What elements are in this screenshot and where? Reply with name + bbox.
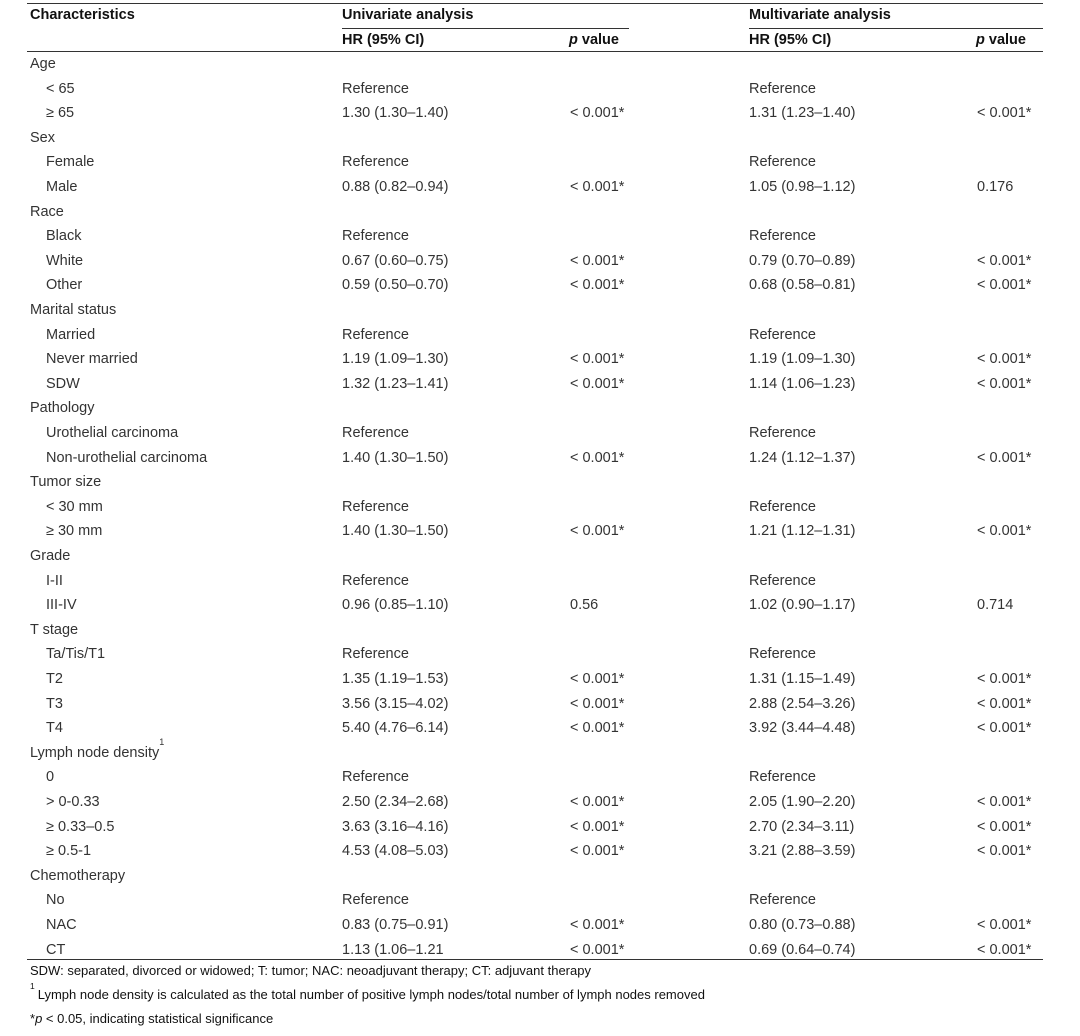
cell-characteristic: < 65 [46,80,75,97]
cell-characteristic: T3 [46,695,63,712]
cell-characteristic: ≥ 0.33–0.5 [46,818,115,835]
cell-characteristic: Urothelial carcinoma [46,425,179,441]
cell-univariate-hr: Reference [342,326,409,343]
cell-multivariate-p: < 0.001* [977,105,1032,122]
table-row [0,667,1080,692]
cell-characteristic: T2 [46,671,63,687]
header-multi-pvalue: p value [976,32,1026,48]
table-group-row [0,864,1080,889]
table-group-row [0,470,1080,495]
cell-multivariate-p: < 0.001* [977,818,1032,835]
table-group-row [0,618,1080,643]
cell-multivariate-p: < 0.001* [977,351,1032,368]
cell-univariate-hr: 0.83 (0.75–0.91) [342,917,449,933]
cell-univariate-hr: Reference [342,769,409,786]
cell-univariate-hr: 1.32 (1.23–1.41) [342,375,449,392]
cell-characteristic: White [46,252,84,269]
cell-multivariate-hr: 2.88 (2.54–3.26) [749,695,856,712]
cell-multivariate-hr: 1.14 (1.06–1.23) [749,375,856,392]
footnote-marker: 1 [159,736,165,747]
cell-characteristic: Marital status [30,302,117,318]
table-row [0,519,1080,544]
table-row [0,888,1080,913]
table-row [0,249,1080,274]
cell-characteristic: Chemotherapy [30,867,126,884]
cell-univariate-hr: 1.40 (1.30–1.50) [342,523,449,540]
cell-multivariate-hr: 1.19 (1.09–1.30) [749,351,856,368]
table-row [0,815,1080,840]
cell-characteristic: Grade [30,548,71,564]
cell-multivariate-hr: Reference [749,646,816,663]
cell-characteristic: 0 [46,769,55,786]
cell-univariate-hr: 1.40 (1.30–1.50) [342,449,449,466]
table-bottom-rule [27,959,1043,960]
table-row [0,323,1080,348]
table-row [0,150,1080,175]
header-uni-pvalue: p value [569,32,619,48]
cell-characteristic: ≥ 30 mm [46,523,103,540]
table-row [0,421,1080,446]
header-uni-hr: HR (95% CI) [342,32,425,48]
cell-multivariate-p: < 0.001* [977,695,1032,712]
cell-multivariate-p: < 0.001* [977,523,1032,540]
cell-univariate-hr: 1.35 (1.19–1.53) [342,671,449,687]
cell-characteristic: CT [46,941,66,958]
cell-univariate-hr: 1.19 (1.09–1.30) [342,351,449,368]
table-row [0,839,1080,864]
cell-multivariate-hr: 3.92 (3.44–4.48) [749,720,856,737]
cell-univariate-p: < 0.001* [570,179,625,195]
cell-univariate-hr: Reference [342,228,409,245]
cell-univariate-p: < 0.001* [570,917,625,933]
cell-univariate-p: < 0.001* [570,277,625,294]
cell-univariate-hr: Reference [342,572,409,589]
table-top-rule [27,3,1043,4]
cell-multivariate-p: < 0.001* [977,720,1032,737]
cell-multivariate-p: < 0.001* [977,252,1032,269]
footnote-significance: *p < 0.05, indicating statistical significance [30,1011,274,1026]
table-group-row [0,736,1080,766]
cell-multivariate-hr: 1.31 (1.23–1.40) [749,105,856,122]
cell-univariate-hr: Reference [342,498,409,515]
cell-univariate-p: < 0.001* [570,695,625,712]
cell-multivariate-p: 0.176 [977,179,1014,195]
cell-multivariate-hr: Reference [749,892,816,909]
cell-characteristic: Non-urothelial carcinoma [46,449,208,466]
table-row [0,692,1080,717]
cell-univariate-p: < 0.001* [570,351,625,368]
cell-multivariate-hr: Reference [749,154,816,171]
cell-characteristic: T4 [46,720,63,737]
cell-multivariate-p: < 0.001* [977,277,1032,294]
cell-characteristic: > 0-0.33 [46,794,100,810]
cell-multivariate-hr: Reference [749,425,816,441]
cell-characteristic: < 30 mm [46,498,103,515]
cell-characteristic: ≥ 65 [46,105,75,122]
table-group-row [0,52,1080,77]
cell-univariate-hr: 3.56 (3.15–4.02) [342,695,449,712]
cell-univariate-hr: 1.13 (1.06–1.21 [342,941,444,958]
table-group-row [0,544,1080,569]
cell-multivariate-p: < 0.001* [977,917,1032,933]
cell-multivariate-hr: 0.68 (0.58–0.81) [749,277,856,294]
cell-characteristic: Age [30,56,56,72]
cell-univariate-p: < 0.001* [570,843,625,860]
cell-univariate-hr: Reference [342,892,409,909]
cell-characteristic: Lymph node density$^1$ [30,736,165,761]
cell-characteristic: Other [46,277,83,294]
cell-multivariate-hr: Reference [749,769,816,786]
header-multi-hr: HR (95% CI) [749,32,832,48]
cell-characteristic: Tumor size [30,474,102,491]
cell-multivariate-hr: 1.24 (1.12–1.37) [749,449,856,466]
cell-univariate-p: < 0.001* [570,375,625,392]
table-group-row [0,396,1080,421]
cell-multivariate-hr: Reference [749,326,816,343]
table-row [0,175,1080,200]
cell-univariate-hr: Reference [342,646,409,663]
cell-multivariate-hr: Reference [749,498,816,515]
cell-multivariate-p: < 0.001* [977,941,1032,958]
cell-univariate-p: < 0.001* [570,252,625,269]
cell-characteristic: ≥ 0.5-1 [46,843,92,860]
table-row [0,913,1080,938]
cell-characteristic: Sex [30,129,55,146]
cell-univariate-hr: 0.59 (0.50–0.70) [342,277,449,294]
cell-multivariate-hr: 0.80 (0.73–0.88) [749,917,856,933]
table-group-row [0,298,1080,323]
cell-univariate-hr: 0.88 (0.82–0.94) [342,179,449,195]
header-characteristics: Characteristics [30,7,135,23]
cell-univariate-p: 0.56 [570,597,599,614]
cell-univariate-p: < 0.001* [570,449,625,466]
cell-characteristic: T stage [30,621,79,638]
cell-multivariate-p: < 0.001* [977,449,1032,466]
cell-multivariate-p: < 0.001* [977,375,1032,392]
table-row [0,765,1080,790]
cell-multivariate-hr: 3.21 (2.88–3.59) [749,843,856,860]
table-row [0,101,1080,126]
univariate-rule [342,28,629,29]
table-row [0,273,1080,298]
cell-characteristic: III-IV [46,597,77,614]
table-row [0,593,1080,618]
cell-univariate-p: < 0.001* [570,523,625,540]
cell-characteristic: Ta/Tis/T1 [46,646,106,663]
cell-multivariate-p: < 0.001* [977,843,1032,860]
cell-univariate-p: < 0.001* [570,671,625,687]
cell-multivariate-hr: 0.69 (0.64–0.74) [749,941,856,958]
cell-characteristic: Male [46,179,78,195]
header-multivariate: Multivariate analysis [749,7,891,23]
cell-univariate-p: < 0.001* [570,720,625,737]
table-row [0,347,1080,372]
table-row [0,569,1080,594]
cell-multivariate-hr: Reference [749,572,816,589]
cell-multivariate-hr: Reference [749,80,816,97]
cell-univariate-hr: 5.40 (4.76–6.14) [342,720,449,737]
cell-multivariate-p: < 0.001* [977,671,1032,687]
cell-characteristic: Pathology [30,400,95,417]
cell-characteristic: Black [46,228,82,245]
cell-univariate-hr: 0.96 (0.85–1.10) [342,597,449,614]
table-row [0,372,1080,397]
cell-univariate-p: < 0.001* [570,105,625,122]
cell-multivariate-hr: 1.02 (0.90–1.17) [749,597,856,614]
cell-univariate-hr: 3.63 (3.16–4.16) [342,818,449,835]
table-row [0,790,1080,815]
cell-multivariate-hr: 0.79 (0.70–0.89) [749,252,856,269]
table-row [0,642,1080,667]
cell-multivariate-hr: 1.31 (1.15–1.49) [749,671,856,687]
cell-characteristic: Never married [46,351,138,368]
multivariate-rule [749,28,1043,29]
cell-univariate-hr: 1.30 (1.30–1.40) [342,105,449,122]
cell-multivariate-hr: 2.70 (2.34–3.11) [749,818,855,835]
cell-characteristic: Female [46,154,95,171]
table-row [0,77,1080,102]
cell-characteristic: I-II [46,572,63,589]
cell-characteristic: Race [30,203,64,220]
cell-univariate-hr: 4.53 (4.08–5.03) [342,843,449,860]
cell-univariate-hr: Reference [342,80,409,97]
cell-multivariate-hr: Reference [749,228,816,245]
cell-univariate-hr: Reference [342,154,409,171]
footnote-lymph-node-density: $^1$Lymph node density is calculated as the total number of positive lymph nodes/total number of lymph nodes removed [30,980,705,1002]
cell-univariate-p: < 0.001* [570,818,625,835]
table-group-row [0,126,1080,151]
table-row [0,224,1080,249]
cell-characteristic: NAC [46,917,77,933]
cell-characteristic: SDW [46,375,80,392]
table-group-row [0,200,1080,225]
cell-characteristic: No [46,892,65,909]
cell-univariate-hr: 2.50 (2.34–2.68) [342,794,449,810]
cell-univariate-p: < 0.001* [570,941,625,958]
cell-univariate-p: < 0.001* [570,794,625,810]
header-univariate: Univariate analysis [342,7,474,23]
cell-multivariate-p: < 0.001* [977,794,1032,810]
footnote-abbreviations: SDW: separated, divorced or widowed; T: tumor; NAC: neoadjuvant therapy; CT: adjuvant therapy [30,963,591,978]
cell-univariate-hr: Reference [342,425,409,441]
cell-univariate-hr: 0.67 (0.60–0.75) [342,252,449,269]
cell-multivariate-hr: 2.05 (1.90–2.20) [749,794,856,810]
cell-multivariate-p: 0.714 [977,597,1014,614]
cell-multivariate-hr: 1.21 (1.12–1.31) [749,523,856,540]
cell-characteristic: Married [46,326,96,343]
table-row [0,446,1080,471]
cell-multivariate-hr: 1.05 (0.98–1.12) [749,179,856,195]
table-row [0,495,1080,520]
